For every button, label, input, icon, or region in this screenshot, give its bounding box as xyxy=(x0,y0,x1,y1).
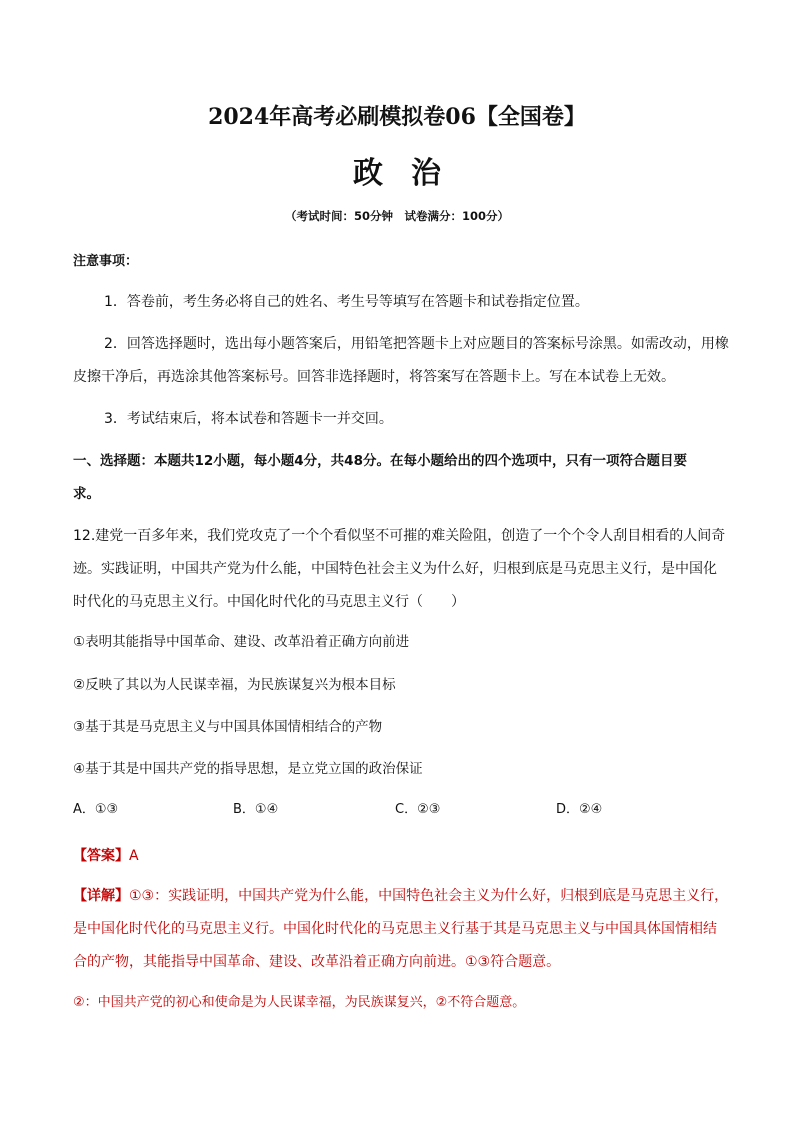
section-heading: 一、选择题：本题共12小题，每小题4分，共48分。在每小题给出的四个选项中，只有一项符合题目要 xyxy=(73,453,687,469)
question-stem-line-3: 时代化的马克思主义行。中国化时代化的马克思主义行（ ） xyxy=(73,594,465,610)
statement-3: ③基于其是马克思主义与中国具体国情相结合的产物 xyxy=(73,719,383,735)
explanation-line-3: 合的产物，其能指导中国革命、建设、改革沿着正确方向前进。①③符合题意。 xyxy=(73,954,561,970)
notice-item-2: 2．回答选择题时，选出每小题答案后，用铅笔把答题卡上对应题目的答案标号涂黑。如需改动，用橡 xyxy=(104,336,729,352)
question-stem-line-1: 12.建党一百多年来，我们党攻克了一个个看似坚不可摧的难关险阻，创造了一个个令人刮目相看的人间奇 xyxy=(73,528,726,544)
explanation-line-1 xyxy=(73,879,728,913)
notice-item-2-cont: 皮擦干净后，再选涂其他答案标号。回答非选择题时，将答案写在答题卡上。写在本试卷上无效。 xyxy=(73,369,675,385)
answer-value: A xyxy=(129,848,139,864)
statement-4: ④基于其是中国共产党的指导思想，是立党立国的政治保证 xyxy=(73,761,423,777)
option-a: A．①③ xyxy=(73,802,119,817)
answer-block xyxy=(73,845,139,865)
explanation-line-2: 是中国化时代化的马克思主义行。中国化时代化的马克思主义行基于其是马克思主义与中国具体国情相结 xyxy=(73,921,717,937)
notice-item-1: 1．答卷前，考生务必将自己的姓名、考生号等填写在答题卡和试卷指定位置。 xyxy=(104,294,589,310)
notice-item-3: 3．考试结束后，将本试卷和答题卡一并交回。 xyxy=(104,411,393,427)
answer-label: 【答案】 xyxy=(73,848,129,864)
question-stem-line-2: 迹。实践证明，中国共产党为什么能，中国特色社会主义为什么好，归根到底是马克思主义行，是中国化 xyxy=(73,561,717,577)
section-heading-cont: 求。 xyxy=(73,486,100,502)
option-b: B．①④ xyxy=(233,802,279,817)
subject-title: 政治 xyxy=(353,156,469,191)
statement-1: ①表明其能指导中国革命、建设、改革沿着正确方向前进 xyxy=(73,634,410,650)
explanation-text-1: ①③：实践证明，中国共产党为什么能，中国特色社会主义为什么好，归根到底是马克思主义行， xyxy=(129,888,729,904)
statement-2: ②反映了其以为人民谋幸福，为民族谋复兴为根本目标 xyxy=(73,677,396,693)
notice-title: 注意事项： xyxy=(73,254,139,269)
option-d: D．②④ xyxy=(556,802,603,817)
explanation-line-4: ②：中国共产党的初心和使命是为人民谋幸福，为民族谋复兴，②不符合题意。 xyxy=(73,995,526,1010)
exam-info: （考试时间：50分钟 试卷满分：100分） xyxy=(284,209,509,223)
exam-title: 2024年高考必刷模拟卷06【全国卷】 xyxy=(208,104,586,130)
explanation-label: 【详解】 xyxy=(73,888,129,904)
option-c: C．②③ xyxy=(395,802,441,817)
